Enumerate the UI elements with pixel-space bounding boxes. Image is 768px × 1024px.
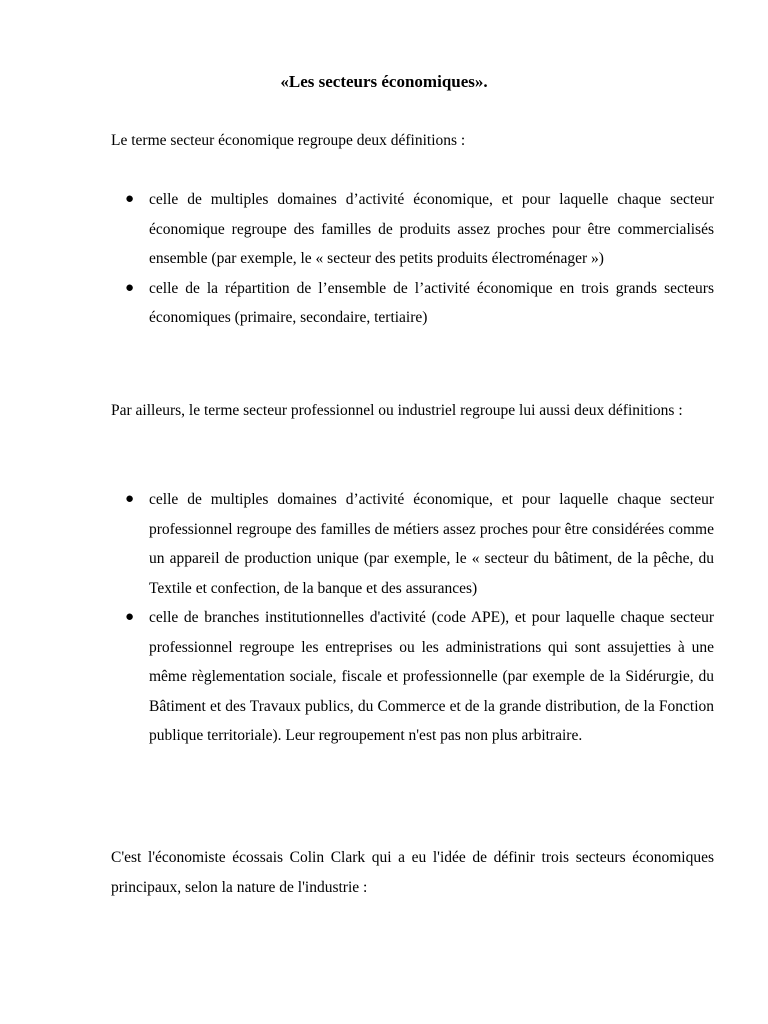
bullet-icon: ● xyxy=(125,279,135,296)
list-item xyxy=(111,185,714,274)
document-title: «Les secteurs économiques». xyxy=(280,72,488,91)
bullet-icon: ● xyxy=(125,191,135,207)
definitions-list-2 xyxy=(111,485,714,751)
intro-paragraph: Le terme secteur économique regroupe deux définitions : xyxy=(111,132,466,149)
bullet-icon: ● xyxy=(125,491,135,507)
bullet-icon: ● xyxy=(125,609,135,625)
list-item xyxy=(111,485,714,603)
list-item-text: celle de multiples domaines d’activité économique, et pour laquelle chaque secteur économique regroupe des familles de produits assez proches pour être commercialisés ensemble (par exemple, le « secteur des petits produits électroménager ») xyxy=(149,191,714,267)
paragraph-professional-sector: Par ailleurs, le terme secteur professionnel ou industriel regroupe lui aussi deux définitions : xyxy=(111,402,683,419)
list-item xyxy=(111,274,714,333)
list-item-text: celle de branches institutionnelles d'activité (code APE), et pour laquelle chaque secteur professionnel regroupe les entreprises ou les administrations qui sont assujetties à une même règlementation sociale, fiscale et professionnelle (par exemple de la Sidérurgie, du Bâtiment et des Travaux publics, du Commerce et de la grande distribution, de la Fonction publique territoriale). Leur regroupement n'est pas non plus arbitraire. xyxy=(149,609,714,744)
list-item xyxy=(111,603,714,751)
paragraph-colin-clark: C'est l'économiste écossais Colin Clark qui a eu l'idée de définir trois secteurs économiques principaux, selon la nature de l'industrie : xyxy=(111,849,714,896)
list-item-text: celle de multiples domaines d’activité économique, et pour laquelle chaque secteur professionnel regroupe des familles de métiers assez proches pour être considérées comme un appareil de production unique (par exemple, le « secteur du bâtiment, de la pêche, du Textile et confection, de la banque et des assurances) xyxy=(149,491,714,597)
definitions-list-1 xyxy=(111,185,714,333)
list-item-text: celle de la répartition de l’ensemble de l’activité économique en trois grands secteurs économiques (primaire, secondaire, tertiaire) xyxy=(149,279,714,326)
